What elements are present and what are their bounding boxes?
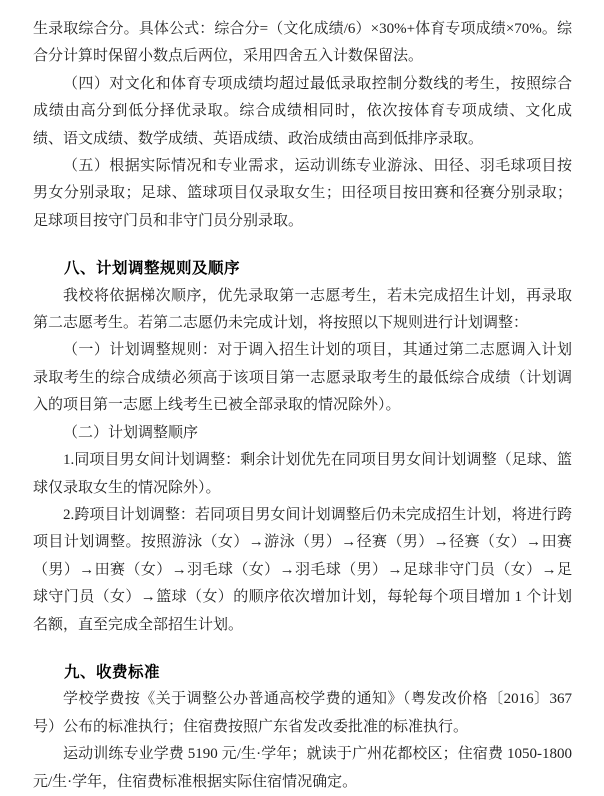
- section-heading: 八、计划调整规则及顺序: [64, 260, 241, 278]
- body-paragraph: （四）对文化和体育专项成绩均超过最低录取控制分数线的考生，按照综合成绩由高分到低分择优录取。综合成绩相同时，依次按体育专项成绩、文化成绩、语文成绩、数学成绩、英语成绩、政治成绩由高到低排序录取。: [33, 75, 572, 147]
- body-paragraph: 学校学费按《关于调整公办普通高校学费的通知》（粤发改价格〔2016〕367号）公布的标准执行；住宿费按照广东省发改委批准的标准执行。: [33, 691, 572, 735]
- body-paragraph: 2.跨项目计划调整：若同项目男女间计划调整后仍未完成招生计划，将进行跨项目计划调整。按照游泳（女）→游泳（男）→径赛（男）→径赛（女）→田赛（男）→田赛（女）→羽毛球（女）→羽毛球（男）→足球非守门员（女）→足球守门员（女）→篮球（女）的顺序依次增加计划，每轮每个项目增加 1 个计划名额，直至完成全部招生计划。: [33, 506, 572, 633]
- section-heading: 九、收费标准: [64, 663, 161, 681]
- body-paragraph: （一）计划调整规则：对于调入招生计划的项目，其通过第二志愿调入计划录取考生的综合成绩必须高于该项目第一志愿录取考生的最低综合成绩（计划调入的项目第一志愿上线考生已被全部录取的情况除外）。: [33, 342, 572, 414]
- body-paragraph: 1.同项目男女间计划调整：剩余计划优先在同项目男女间计划调整（足球、篮球仅录取女生的情况除外）。: [33, 452, 572, 496]
- body-paragraph: （五）根据实际情况和专业需求，运动训练专业游泳、田径、羽毛球项目按男女分别录取；足球、篮球项目仅录取女生；田径项目按田赛和径赛分别录取；足球项目按守门员和非守门员分别录取。: [33, 158, 572, 229]
- body-paragraph: 我校将依据梯次顺序，优先录取第一志愿考生，若未完成招生计划，再录取第二志愿考生。若第二志愿仍未完成计划，将按照以下规则进行计划调整：: [33, 287, 572, 332]
- body-paragraph: 运动训练专业学费 5190 元/生·学年；就读于广州花都校区；住宿费 1050-1800 元/生·学年，住宿费标准根据实际住宿情况确定。: [33, 746, 572, 790]
- body-paragraph: 生录取综合分。具体公式：综合分=（文化成绩/6）×30%+体育专项成绩×70%。综合分计算时保留小数点后两位，采用四舍五入计数保留法。: [33, 21, 572, 65]
- body-paragraph: （二）计划调整顺序: [63, 424, 199, 441]
